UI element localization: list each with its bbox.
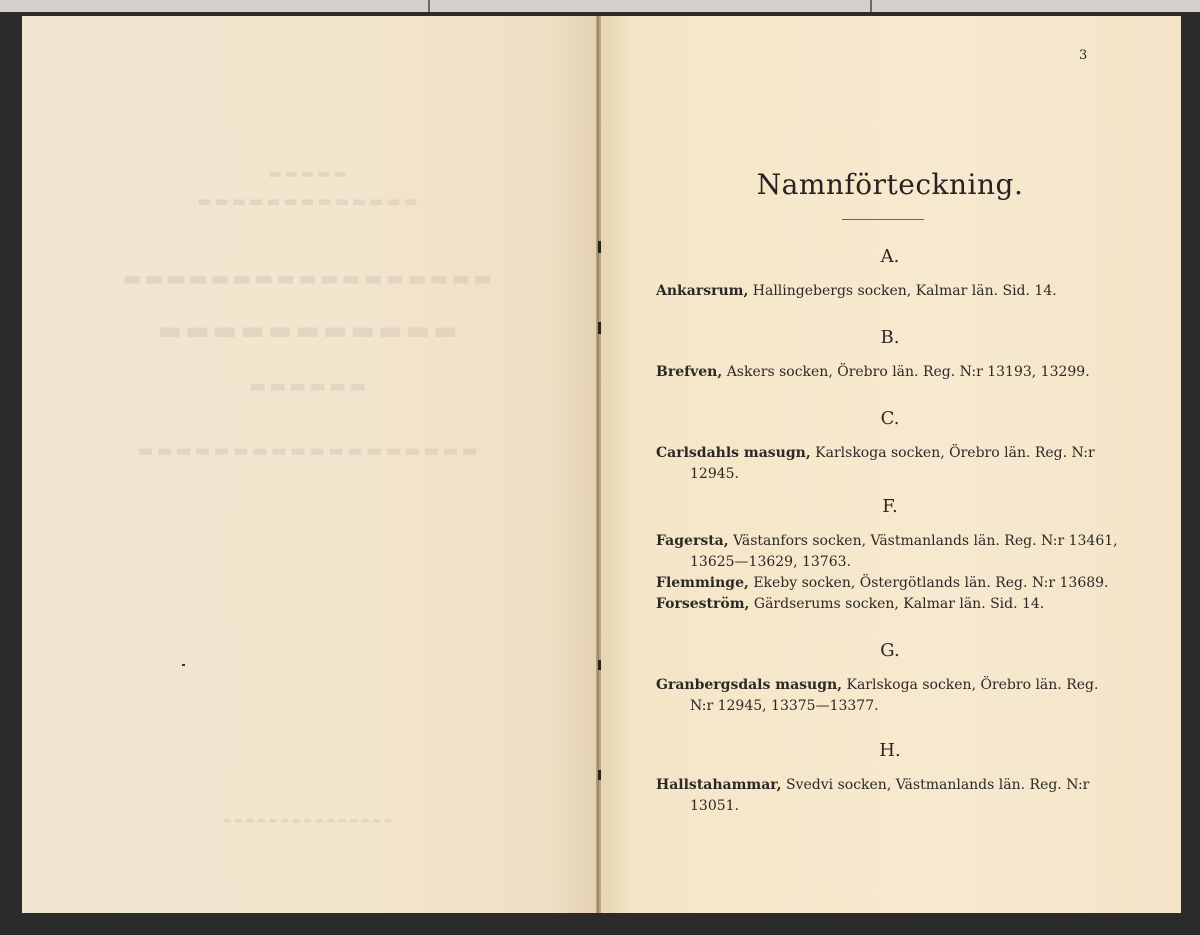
entry-text: Hallingebergs socken, Kalmar län. Sid. 14.	[752, 283, 1057, 299]
entry-text: Ekeby socken, Östergötlands län. Reg. N:r 13689.	[753, 575, 1109, 591]
section-letter-a: A.	[880, 246, 900, 267]
entry-name: Brefven,	[656, 364, 723, 380]
entry-name: Flemminge,	[656, 575, 749, 591]
index-entry	[656, 281, 1116, 302]
index-entry	[656, 362, 1116, 383]
top-strip	[0, 0, 1200, 12]
section-letter-g: G.	[880, 640, 900, 661]
page-number: 3	[1079, 48, 1088, 63]
entry-continuation: N:r 12945, 13375—13377.	[690, 698, 879, 714]
section-letter-c: C.	[880, 408, 900, 429]
entry-name: Granbergsdals masugn,	[656, 677, 843, 693]
entry-text: Karlskoga socken, Örebro län. Reg.	[846, 677, 1099, 693]
entry-continuation: 13051.	[690, 798, 739, 814]
binding-mark	[598, 770, 601, 780]
show-through-mark: ▬▬▬▬▬▬▬▬▬▬▬	[157, 316, 461, 346]
paper-speck	[182, 664, 185, 666]
entry-text: Västanfors socken, Västmanlands län. Reg. N:r 13461,	[733, 533, 1118, 549]
entry-name: Fagersta,	[656, 533, 729, 549]
binding-mark	[598, 660, 601, 670]
entry-text: Gärdserums socken, Kalmar län. Sid. 14.	[753, 596, 1045, 612]
show-through-mark: ▬▬▬▬▬▬▬▬▬▬▬▬▬▬▬▬▬	[122, 266, 496, 290]
section-letter-f: F.	[882, 496, 898, 517]
strip-tick	[870, 0, 872, 12]
index-entry	[656, 675, 1116, 717]
show-through-mark: ▬▬▬▬▬▬	[248, 376, 370, 397]
title-rule	[842, 219, 924, 220]
entry-name: Ankarsrum,	[656, 283, 749, 299]
index-entry	[656, 443, 1116, 485]
section-letter-b: B.	[880, 327, 900, 348]
entry-continuation: 12945.	[690, 466, 739, 482]
index-entry	[656, 573, 1116, 594]
show-through-mark: ▬▬▬▬▬	[268, 166, 350, 182]
show-through-mark: ▬▬▬▬▬▬▬▬▬▬▬▬▬▬▬	[222, 816, 396, 826]
index-entry	[656, 531, 1116, 573]
entry-text: Askers socken, Örebro län. Reg. N:r 13193, 13299.	[726, 364, 1090, 380]
entry-continuation: 13625—13629, 13763.	[690, 554, 851, 570]
entry-name: Forseström,	[656, 596, 750, 612]
section-letter-h: H.	[879, 740, 901, 761]
page-title: Namnförteckning.	[756, 168, 1024, 201]
entry-text: Svedvi socken, Västmanlands län. Reg. N:r	[786, 777, 1090, 793]
show-through-mark: ▬▬▬▬▬▬▬▬▬▬▬▬▬	[197, 192, 421, 210]
show-through-mark: ▬▬▬▬▬▬▬▬▬▬▬▬▬▬▬▬▬▬	[137, 441, 481, 461]
strip-tick	[428, 0, 430, 12]
entry-name: Carlsdahls masugn,	[656, 445, 811, 461]
entry-text: Karlskoga socken, Örebro län. Reg. N:r	[815, 445, 1095, 461]
left-page	[22, 16, 597, 913]
entry-name: Hallstahammar,	[656, 777, 782, 793]
index-entry	[656, 594, 1116, 615]
index-entry	[656, 775, 1116, 817]
